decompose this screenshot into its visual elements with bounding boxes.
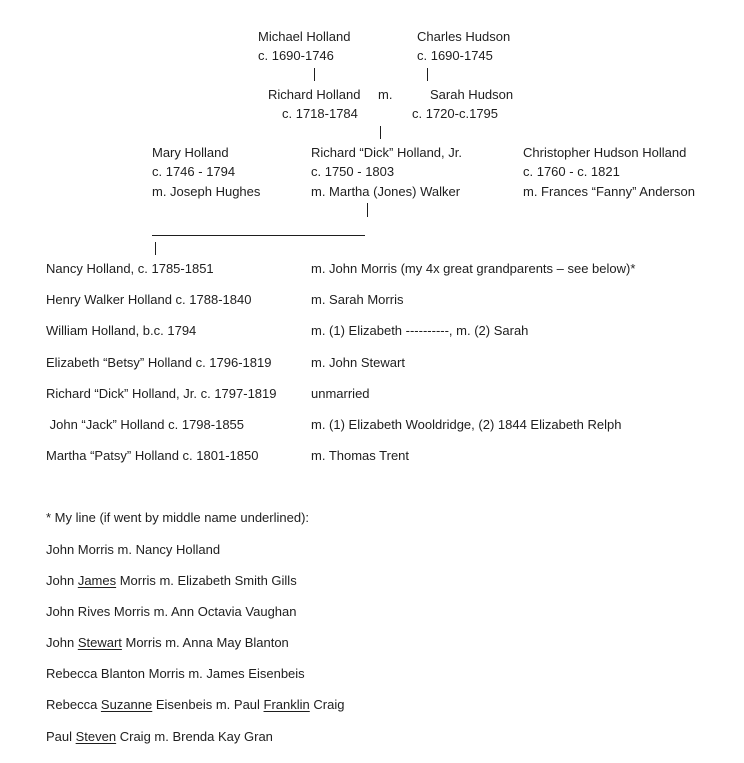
michael-holland-name: Michael Holland [258, 29, 351, 44]
children-bracket-line [152, 235, 365, 236]
underlined-middle-name: Steven [75, 729, 117, 744]
dick-holland-dates: c. 1750 - 1803 [311, 164, 395, 179]
michael-holland-dates: c. 1690-1746 [258, 48, 334, 63]
mary-holland-name: Mary Holland [152, 145, 229, 160]
couple-descent-line [380, 126, 381, 139]
lineage-text: Morris m. Anna May Blanton [121, 635, 289, 650]
child-name: John “Jack” Holland c. 1798-1855 [46, 417, 245, 432]
lineage-text: Craig m. Brenda Kay Gran [116, 729, 273, 744]
lineage-text: John Morris m. Nancy Holland [46, 542, 221, 557]
lineage-entry [46, 635, 289, 650]
lineage-entry [46, 573, 297, 588]
underlined-middle-name: Stewart [77, 635, 122, 650]
child-name: Martha “Patsy” Holland c. 1801-1850 [46, 448, 259, 463]
mary-holland-dates: c. 1746 - 1794 [152, 164, 236, 179]
charles-descent-line [427, 68, 428, 81]
child-name: Nancy Holland, c. 1785-1851 [46, 261, 214, 276]
christopher-holland-name: Christopher Hudson Holland [523, 145, 687, 160]
lineage-text: Paul [46, 729, 76, 744]
lineage-text: Morris m. Elizabeth Smith Gills [116, 573, 297, 588]
child-name: Richard “Dick” Holland, Jr. c. 1797-1819 [46, 386, 277, 401]
child-spouse: m. Thomas Trent [311, 448, 410, 463]
dick-holland-name: Richard “Dick” Holland, Jr. [311, 145, 462, 160]
charles-hudson-dates: c. 1690-1745 [417, 48, 493, 63]
child-name: Elizabeth “Betsy” Holland c. 1796-1819 [46, 355, 272, 370]
lineage-text: Craig [309, 697, 345, 712]
michael-descent-line [314, 68, 315, 81]
child-spouse: unmarried [311, 386, 370, 401]
mary-holland-spouse: m. Joseph Hughes [152, 184, 261, 199]
child-name: Henry Walker Holland c. 1788-1840 [46, 292, 252, 307]
lineage-entry [46, 729, 273, 744]
underlined-middle-name: Suzanne [100, 697, 153, 712]
marriage-label: m. [378, 87, 393, 102]
dick-descent-line [367, 203, 368, 217]
child-spouse: m. (1) Elizabeth ----------, m. (2) Sarah [311, 323, 529, 338]
lineage-text: Eisenbeis m. Paul [152, 697, 264, 712]
underlined-middle-name: James [77, 573, 117, 588]
christopher-holland-dates: c. 1760 - c. 1821 [523, 164, 620, 179]
lineage-entry [46, 697, 344, 712]
sarah-hudson-dates: c. 1720-c.1795 [412, 106, 499, 121]
richard-holland-dates: c. 1718-1784 [282, 106, 358, 121]
child-spouse: m. (1) Elizabeth Wooldridge, (2) 1844 Elizabeth Relph [311, 417, 622, 432]
christopher-holland-spouse: m. Frances “Fanny” Anderson [523, 184, 695, 199]
lineage-entry [46, 542, 220, 557]
my-line-heading: * My line (if went by middle name underlined): [46, 510, 310, 525]
child-name: William Holland, b.c. 1794 [46, 323, 197, 338]
lineage-entry [46, 666, 305, 681]
lineage-text: Rebecca Blanton Morris m. James Eisenbeis [46, 666, 305, 681]
dick-holland-spouse: m. Martha (Jones) Walker [311, 184, 461, 199]
child-spouse: m. John Morris (my 4x great grandparents – see below)* [311, 261, 636, 276]
charles-hudson-name: Charles Hudson [417, 29, 511, 44]
children-connector-line [155, 242, 156, 255]
lineage-entry [46, 604, 297, 619]
lineage-text: John Rives Morris m. Ann Octavia Vaughan [46, 604, 297, 619]
sarah-hudson-name: Sarah Hudson [430, 87, 514, 102]
richard-holland-name: Richard Holland [268, 87, 361, 102]
child-spouse: m. John Stewart [311, 355, 405, 370]
child-spouse: m. Sarah Morris [311, 292, 404, 307]
lineage-text: Rebecca [46, 697, 101, 712]
lineage-text: John [46, 635, 78, 650]
lineage-text: John [46, 573, 78, 588]
underlined-middle-name: Franklin [263, 697, 310, 712]
